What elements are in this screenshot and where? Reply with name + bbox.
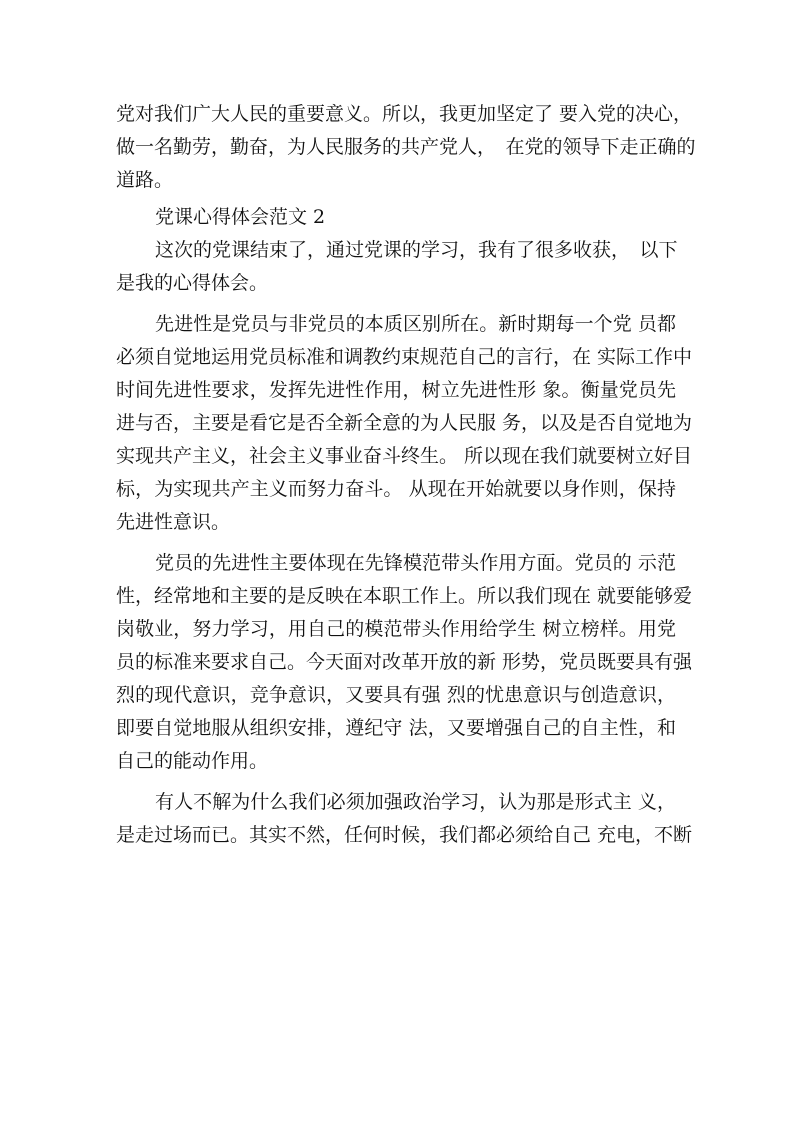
paragraph-4 (116, 547, 693, 778)
text-line: 先进性是党员与非党员的本质区别所在。新时期每一个党 员都 (155, 313, 676, 335)
text-line: 性，经常地和主要的是反映在本职工作上。所以我们现在 就要能够爱 (116, 585, 693, 607)
paragraph-2 (116, 234, 676, 300)
paragraph-3 (116, 308, 693, 539)
text-line: 道路。 (116, 169, 174, 191)
text-line: 党员的先进性主要体现在先锋模范带头作用方面。党员的 示范 (155, 552, 676, 574)
text-line: 岗敬业，努力学习，用自己的模范带头作用给学生 树立榜样。用党 (116, 618, 676, 640)
text-line: 党对我们广大人民的重要意义。所以，我更加坚定了 要入党的决心， (116, 103, 693, 125)
text-line: 自己的能动作用。 (116, 750, 269, 772)
text-line: 做一名勤劳，勤奋，为人民服务的共产党人， 在党的领导下走正确的 (116, 136, 696, 158)
text-line: 必须自觉地运用党员标准和调教约束规范自己的言行，在 实际工作中 (116, 346, 693, 368)
text-line: 进与否，主要是看它是否全新全意的为人民服 务，以及是否自觉地为 (116, 412, 693, 434)
text-line: 即要自觉地服从组织安排，遵纪守 法，又要增强自己的自主性，和 (116, 717, 676, 739)
paragraph-1 (116, 98, 696, 197)
text-line: 标，为实现共产主义而努力奋斗。 从现在开始就要以身作则，保持 (116, 478, 676, 500)
text-line: 先进性意识。 (116, 511, 231, 533)
text-line: 时间先进性要求，发挥先进性作用，树立先进性形 象。衡量党员先 (116, 379, 676, 401)
text-line: 是走过场而已。其实不然，任何时候，我们都必须给自己 充电，不断 (116, 824, 693, 846)
text-line: 有人不解为什么我们必须加强政治学习，认为那是形式主 义， (155, 791, 676, 813)
text-line: 实现共产主义，社会主义事业奋斗终生。 所以现在我们就要树立好目 (116, 445, 693, 467)
heading-text: 党课心得体会范文 2 (155, 206, 326, 228)
text-line: 烈的现代意识，竞争意识，又要具有强 烈的忧患意识与创造意识， (116, 684, 676, 706)
section-heading (116, 201, 676, 234)
text-line: 这次的党课结束了，通过党课的学习，我有了很多收获， 以下 (155, 239, 678, 261)
paragraph-5 (116, 786, 693, 852)
text-line: 员的标准来要求自己。今天面对改革开放的新 形势，党员既要具有强 (116, 651, 693, 673)
text-line: 是我的心得体会。 (116, 272, 269, 294)
document-body (116, 98, 696, 852)
